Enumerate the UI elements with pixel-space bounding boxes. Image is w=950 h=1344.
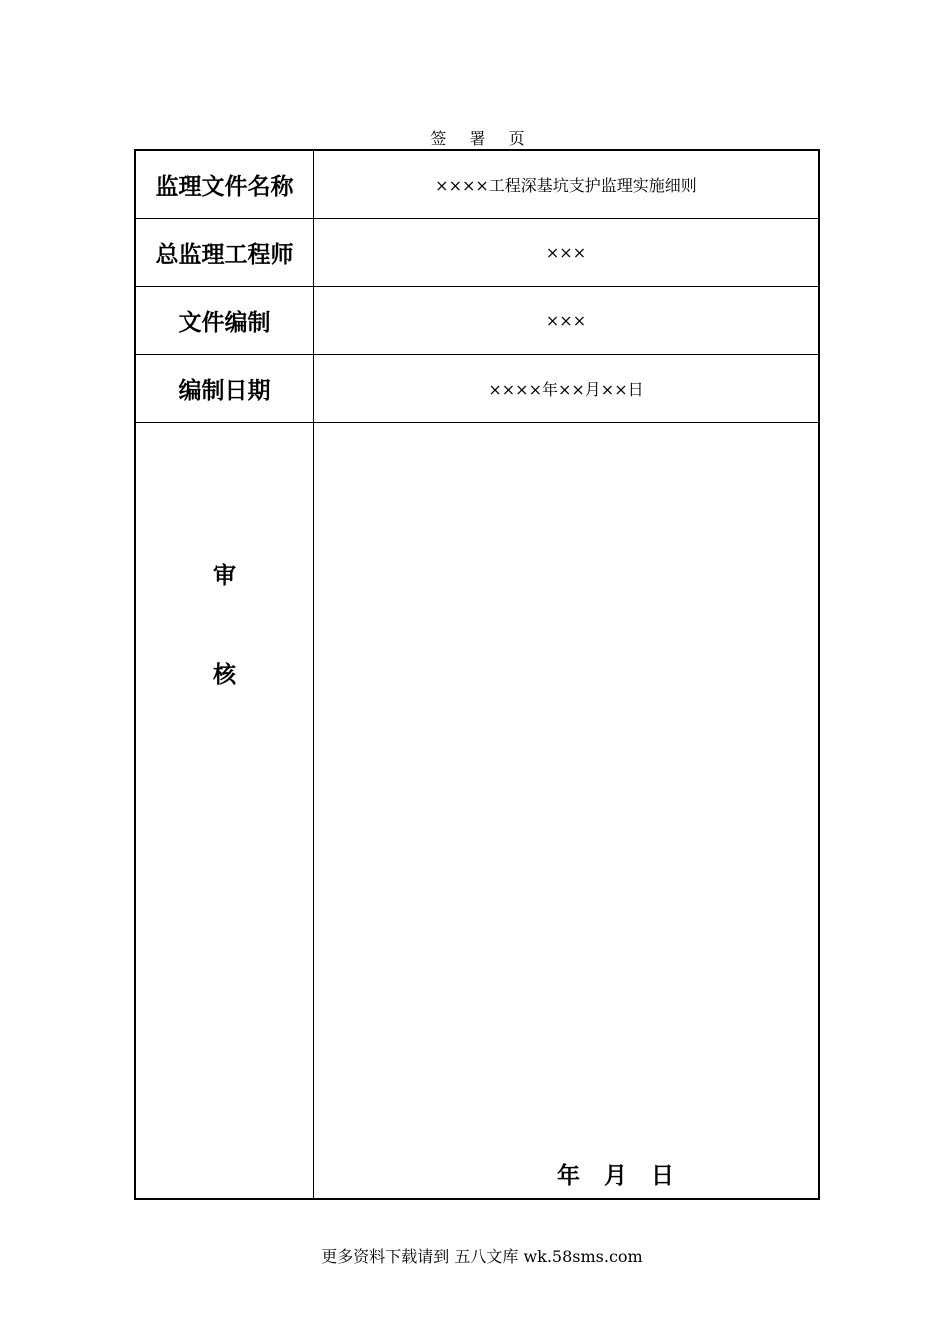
table-row: [135, 219, 819, 287]
value-document-name: ××××工程深基坑支护监理实施细则: [314, 150, 820, 219]
review-char-2: 核: [213, 662, 236, 688]
value-compiled-by: ×××: [314, 287, 820, 355]
value-chief-supervisor: ×××: [314, 219, 820, 287]
review-signature-area: [314, 423, 820, 1200]
label-document-name: 监理文件名称: [135, 150, 314, 219]
page-title: 签 署 页: [430, 129, 534, 148]
signature-table: [134, 149, 820, 1200]
footer-text: 更多资料下载请到 五八文库 wk.58sms.com: [321, 1247, 643, 1266]
table-row: [135, 355, 819, 423]
table-row: [135, 423, 819, 1200]
review-date-placeholder: 年 月 日: [557, 1163, 675, 1189]
table-row: [135, 287, 819, 355]
value-compile-date: ××××年××月××日: [314, 355, 820, 423]
review-char-1: 审: [213, 563, 236, 589]
label-review: [135, 423, 314, 1200]
table-row: [135, 150, 819, 219]
label-compiled-by: 文件编制: [135, 287, 314, 355]
label-chief-supervisor: 总监理工程师: [135, 219, 314, 287]
label-compile-date: 编制日期: [135, 355, 314, 423]
